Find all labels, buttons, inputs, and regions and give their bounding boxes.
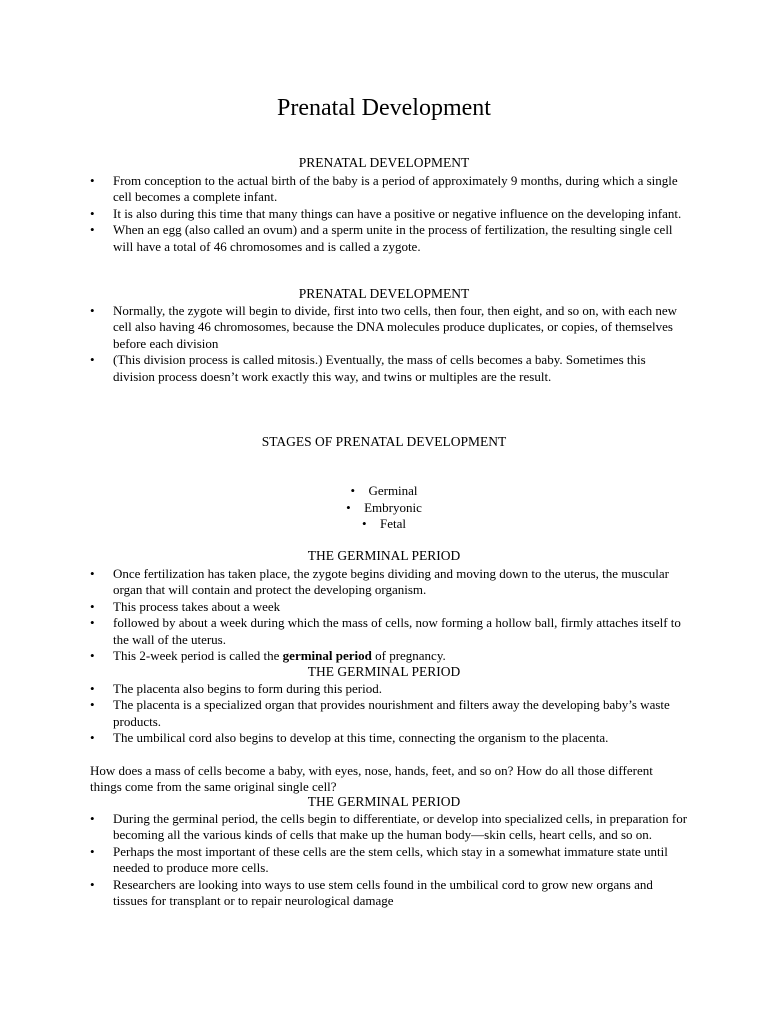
stages-heading: STAGES OF PRENATAL DEVELOPMENT <box>261 434 507 449</box>
bullet-list-germinal-2 <box>90 681 690 747</box>
list-item: • When an egg (also called an ovum) and a sperm unite in the process of fertilization, the resulting single cell will have a total of 46 chromosomes and is called a zygote. <box>90 222 690 255</box>
bullet-list-prenatal-1 <box>90 173 690 255</box>
section-heading-germinal-3: THE GERMINAL PERIOD <box>307 794 461 809</box>
question-paragraph: How does a mass of cells become a baby, with eyes, nose, hands, feet, and so on? How do all those different things come from the same original single cell? <box>90 763 653 795</box>
list-item: • The placenta is a specialized organ that provides nourishment and filters away the developing baby’s waste products. <box>90 697 690 730</box>
section-heading-prenatal-2: PRENATAL DEVELOPMENT <box>298 286 470 301</box>
list-item: • It is also during this time that many things can have a positive or negative influence on the developing infant. <box>90 206 690 222</box>
page-title: Prenatal Development <box>277 95 491 121</box>
list-item: • The umbilical cord also begins to develop at this time, connecting the organism to the placenta. <box>90 730 690 746</box>
bold-term: germinal period <box>282 648 372 664</box>
section-heading-prenatal-1: PRENATAL DEVELOPMENT <box>298 155 470 170</box>
list-item: • followed by about a week during which the mass of cells, now forming a hollow ball, firmly attaches itself to the wall of the uterus. <box>90 615 690 648</box>
section-heading-germinal-1: THE GERMINAL PERIOD <box>307 548 461 563</box>
list-item: • Fetal <box>362 516 406 531</box>
list-item: • (This division process is called mitosis.) Eventually, the mass of cells becomes a baby. Sometimes this division process doesn’t work exactly this way, and twins or multiples are the result. <box>90 352 690 385</box>
list-item: • Once fertilization has taken place, the zygote begins dividing and moving down to the uterus, the muscular organ that will contain and protect the developing organism. <box>90 566 690 599</box>
list-item: • Perhaps the most important of these cells are the stem cells, which stay in a somewhat immature state until needed to produce more cells. <box>90 844 690 877</box>
list-item: • Normally, the zygote will begin to divide, first into two cells, then four, then eight, and so on, with each new cell also having 46 chromosomes, because the DNA molecules produce duplicates, or copies, of themselves before each division <box>90 303 690 352</box>
list-item: • Researchers are looking into ways to use stem cells found in the umbilical cord to grow new organs and tissues for transplant or to repair neurological damage <box>90 877 690 910</box>
list-item: • From conception to the actual birth of the baby is a period of approximately 9 months, during which a single cell becomes a complete infant. <box>90 173 690 206</box>
bullet-list-germinal-1 <box>90 566 690 664</box>
list-item: • This process takes about a week <box>90 599 690 615</box>
section-heading-germinal-2: THE GERMINAL PERIOD <box>307 664 461 679</box>
list-item: • Germinal <box>350 483 418 498</box>
list-item: • During the germinal period, the cells begin to differentiate, or develop into specialized cells, in preparation for becoming all the various kinds of cells that make up the human body—skin cells, heart cells, and so on. <box>90 811 690 844</box>
list-item: • Embryonic <box>346 499 422 515</box>
list-item: • The placenta also begins to form during this period. <box>90 681 690 697</box>
bullet-list-germinal-3 <box>90 811 690 909</box>
stages-list <box>0 483 768 533</box>
bullet-list-prenatal-2 <box>90 303 690 385</box>
list-item: • This 2-week period is called the germinal period of pregnancy. <box>90 648 690 664</box>
